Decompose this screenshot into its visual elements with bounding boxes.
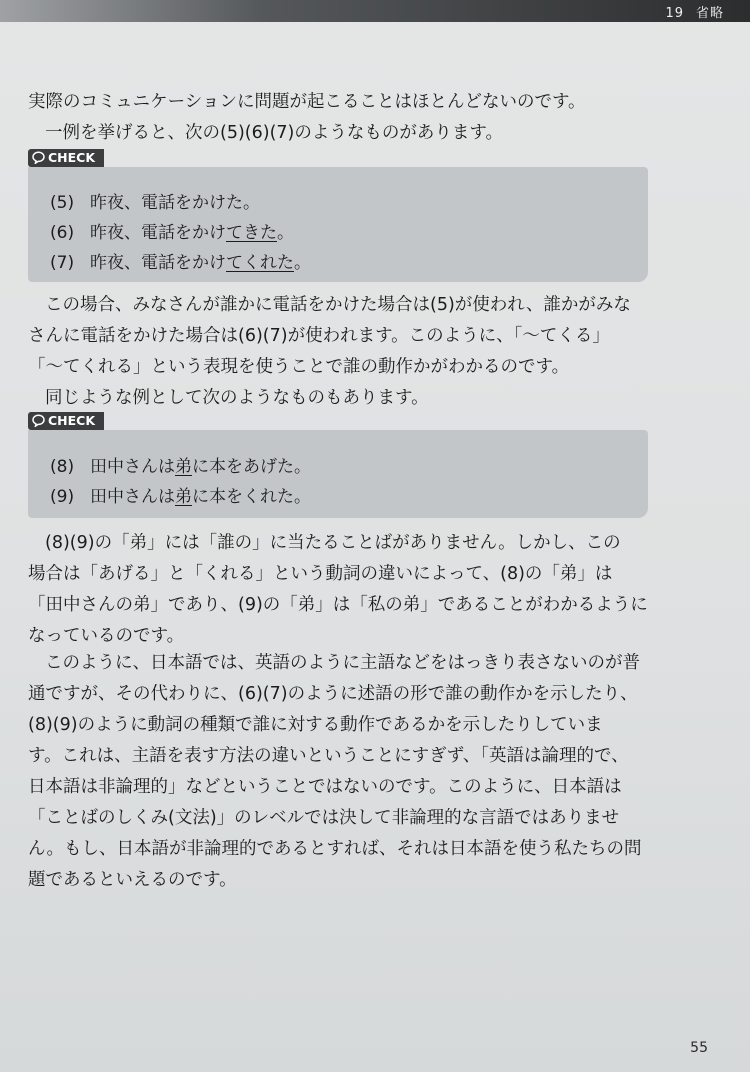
speech-bubble-icon: [32, 151, 45, 164]
text-line: (8)(9)の「弟」には「誰の」に当たることばがありません。しかし、この: [45, 533, 621, 553]
example-number: (6): [50, 223, 75, 243]
intro-paragraph: [28, 87, 650, 149]
chapter-title: 省略: [695, 6, 724, 21]
example-text: に本をくれた。: [192, 487, 311, 507]
text-line: 日本語は非論理的」などということではないのです。このように、日本語は: [28, 777, 622, 797]
example-underlined-text: てくれた: [226, 253, 294, 273]
example-text: 田中さんは: [90, 457, 175, 477]
example-underlined-text: てきた: [226, 223, 277, 243]
speech-bubble-icon: [32, 414, 45, 427]
example-number: (7): [50, 253, 75, 273]
example-7: [50, 248, 311, 273]
text-line: さんに電話をかけた場合は(6)(7)が使われます。このように、「〜てくる」: [28, 326, 610, 346]
text-line: す。これは、主語を表す方法の違いということにすぎず、「英語は論理的で、: [28, 746, 629, 766]
check-label-text: CHECK: [48, 150, 96, 165]
paragraph-2: [28, 290, 650, 414]
example-underlined-text: 弟: [175, 457, 192, 477]
chapter-number: 19: [665, 6, 684, 21]
text-line: 題であるといえるのです。: [28, 870, 237, 890]
text-line: この場合、みなさんが誰かに電話をかけた場合は(5)が使われ、誰かがみな: [45, 295, 631, 315]
text-line: 一例を挙げると、次の(5)(6)(7)のようなものがあります。: [45, 123, 503, 143]
example-5: [50, 188, 260, 213]
page-number: 55: [690, 1040, 708, 1056]
chapter-header-label: [665, 2, 724, 21]
example-text: に本をあげた。: [192, 457, 311, 477]
chapter-header-bar: [0, 0, 750, 22]
example-number: (8): [50, 457, 75, 477]
example-text: 昨夜、電話をかけた。: [90, 193, 260, 213]
text-line: (8)(9)のように動詞の種類で誰に対する動作であるかを示したりしていま: [28, 715, 603, 735]
example-text: 昨夜、電話をかけ: [90, 253, 226, 273]
example-text: 昨夜、電話をかけ: [90, 223, 226, 243]
check-box-2: [28, 430, 648, 518]
check-label: [28, 412, 104, 430]
example-8: [50, 452, 311, 477]
text-line: 「ことばのしくみ(文法)」のレベルでは決して非論理的な言語ではありませ: [28, 808, 620, 828]
text-line: 通ですが、その代わりに、(6)(7)のように述語の形で誰の動作かを示したり、: [28, 684, 638, 704]
text-line: ん。もし、日本語が非論理的であるとすれば、それは日本語を使う私たちの問: [28, 839, 642, 859]
example-text: 。: [277, 223, 294, 243]
check-label-text: CHECK: [48, 413, 96, 428]
example-text: 。: [294, 253, 311, 273]
paragraph-4: [28, 648, 650, 896]
check-box-1: [28, 167, 648, 282]
text-line: 場合は「あげる」と「くれる」という動詞の違いによって、(8)の「弟」は: [28, 564, 613, 584]
example-number: (5): [50, 193, 75, 213]
example-9: [50, 482, 311, 507]
paragraph-3: [28, 528, 650, 652]
example-6: [50, 218, 294, 243]
check-label: [28, 149, 104, 167]
text-line: 同じような例として次のようなものもあります。: [45, 388, 429, 408]
text-line: 実際のコミュニケーションに問題が起こることはほとんどないのです。: [28, 92, 586, 112]
example-text: 田中さんは: [90, 487, 175, 507]
example-underlined-text: 弟: [175, 487, 192, 507]
text-line: 「田中さんの弟」であり、(9)の「弟」は「私の弟」であることがわかるように: [28, 595, 648, 615]
text-line: このように、日本語では、英語のように主語などをはっきり表さないのが普: [45, 653, 640, 673]
text-line: 「〜てくれる」という表現を使うことで誰の動作かがわかるのです。: [28, 357, 570, 377]
example-number: (9): [50, 487, 75, 507]
text-line: なっているのです。: [28, 626, 185, 646]
